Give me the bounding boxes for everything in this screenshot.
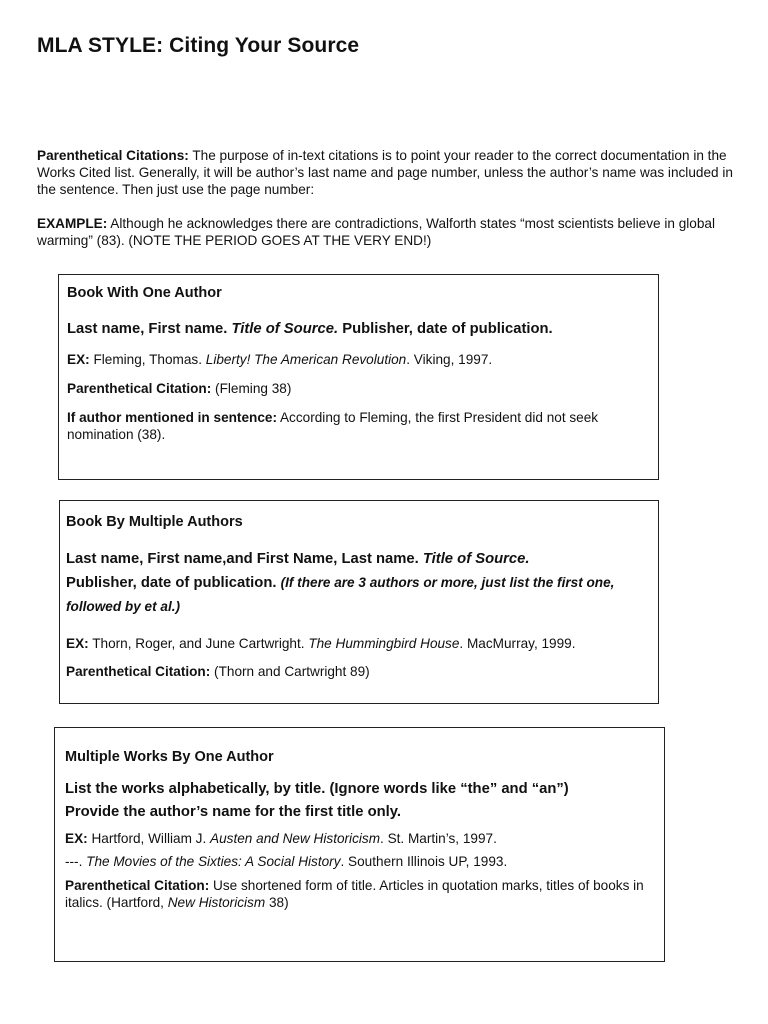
multiple-works-one-author-box (54, 727, 665, 962)
mention-text: According to Fleming, the first President did not seek nomination (38). (67, 410, 599, 442)
paren-text: (Thorn and Cartwright 89) (210, 664, 370, 679)
ex-text-end: . Viking, 1997. (406, 352, 493, 367)
example-citation (65, 830, 652, 847)
ex2-text-end: . Southern Illinois UP, 1993. (340, 854, 508, 869)
format-note: (If there are 3 authors or more, just list the first one, followed by et al.) (66, 575, 615, 614)
page-title: MLA STYLE: Citing Your Source (37, 34, 360, 57)
example-label: EXAMPLE: (37, 216, 108, 231)
ex-title: The Hummingbird House (308, 636, 460, 651)
format-text-end: Publisher, date of publication. (338, 321, 553, 337)
format-title: Title of Source. (231, 321, 339, 337)
format-text: Last name, First name. (67, 321, 232, 337)
paren-text-end: 38) (265, 895, 289, 910)
ex-label: EX: (65, 831, 88, 846)
ex-text: Thorn, Roger, and June Cartwright. (88, 636, 309, 651)
ex-label: EX: (67, 352, 90, 367)
format-title: Title of Source. (422, 551, 530, 567)
parenthetical-citations-paragraph (37, 147, 737, 198)
parenthetical-citation (66, 663, 646, 680)
citation-format (65, 778, 652, 824)
ex-title: Liberty! The American Revolution (205, 352, 407, 367)
ex-text-end: . St. Martin’s, 1997. (380, 831, 497, 846)
citation-format (67, 318, 646, 341)
format-line-1: List the works alphabetically, by title. (Ignore words like “the” and “an”) (65, 781, 569, 797)
ex-text: Fleming, Thomas. (89, 352, 206, 367)
paren-label: Parenthetical Citation: (67, 381, 212, 396)
paren-text: Use shortened form of title. Articles in quotation marks, titles of books in italics. (Hartford, (65, 878, 644, 910)
mention-label: If author mentioned in sentence: (67, 410, 277, 425)
author-mentioned-note (67, 409, 646, 443)
parenthetical-citation (67, 380, 646, 397)
paren-text: (Fleming 38) (211, 381, 292, 396)
paragraph-text: The purpose of in-text citations is to point your reader to the correct documentation in the Works Cited list. Generally, it will be author’s last name and page number, unless the author’s name was included in the sentence. Then just use the page number: (37, 148, 733, 197)
book-multiple-authors-box (59, 500, 659, 704)
example-text: Although he acknowledges there are contradictions, Walforth states “most scientists believe in global warming” (83). (NOTE THE PERIOD GOES AT THE VERY END!) (37, 216, 716, 248)
paren-label: Parenthetical Citation: (65, 878, 210, 893)
example-citation (66, 635, 646, 652)
ex2-title: The Movies of the Sixties: A Social History (86, 854, 341, 869)
book-one-author-box (58, 274, 659, 480)
box-heading: Book By Multiple Authors (66, 514, 243, 530)
paren-label: Parenthetical Citation: (66, 664, 211, 679)
format-line-2: Provide the author’s name for the first title only. (65, 804, 401, 820)
citation-format (66, 548, 646, 619)
ex-title: Austen and New Historicism (210, 831, 381, 846)
paragraph-label: Parenthetical Citations: (37, 148, 189, 163)
ex2-text: ---. (65, 854, 87, 869)
box-heading: Book With One Author (67, 285, 222, 301)
example-citation-second (65, 853, 652, 870)
parenthetical-citation (65, 877, 652, 911)
example-citation (67, 351, 646, 368)
paren-title: New Historicism (167, 895, 266, 910)
example-paragraph (37, 215, 742, 249)
format-text: Last name, First name,and First Name, Last name. (66, 551, 423, 567)
ex-text-end: . MacMurray, 1999. (459, 636, 576, 651)
ex-label: EX: (66, 636, 89, 651)
format-text-end: Publisher, date of publication. (66, 575, 281, 591)
ex-text: Hartford, William J. (87, 831, 211, 846)
box-heading: Multiple Works By One Author (65, 749, 274, 765)
